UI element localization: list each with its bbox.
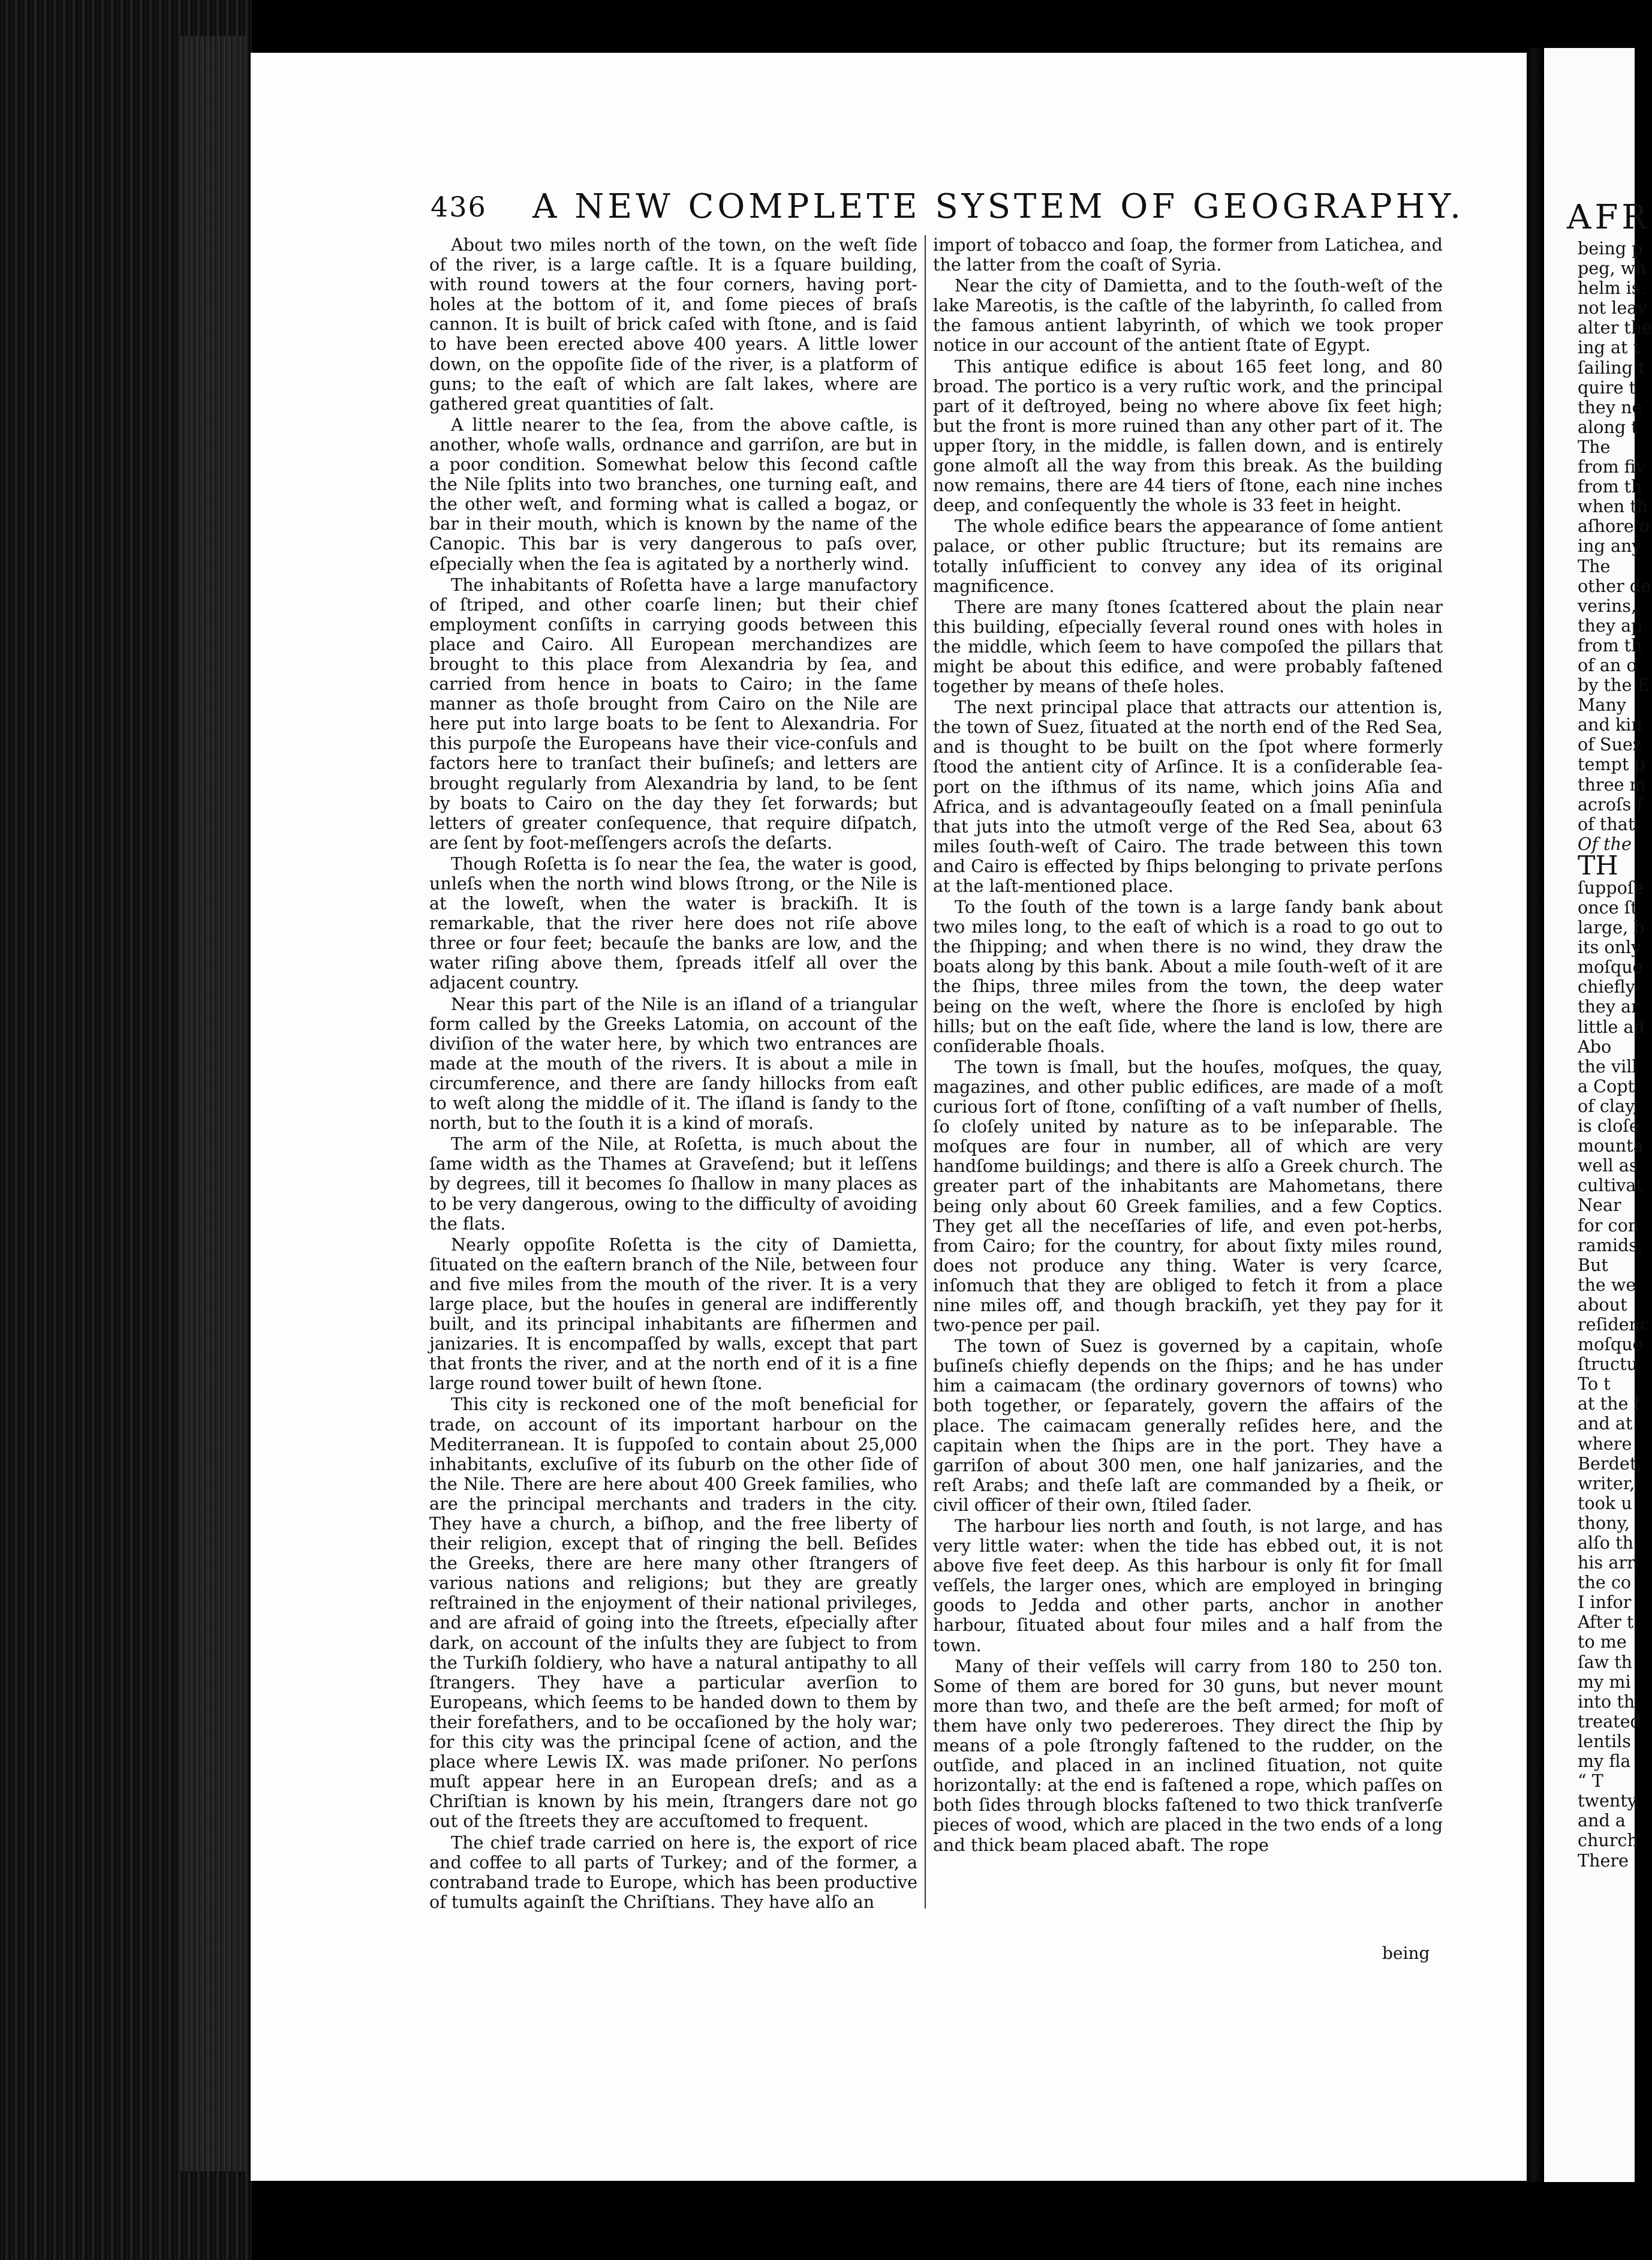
facing-page-line: from fiv bbox=[1578, 456, 1645, 477]
facing-page-line: treated bbox=[1578, 1711, 1641, 1732]
facing-page-line: into th bbox=[1578, 1691, 1635, 1712]
paragraph: This city is reckoned one of the moſt beneficial for trade, on account of its important harbour on the Mediterranean. It is ſuppoſed to contain about 25,000 inhabitants, excluſive of its ſuburb on the other ſide of the Nile. There are here about 400 Greek families, who are the principal merchants and traders in the city. They have a church, a biſhop, and the free liberty of their religion, except that of ringing the bell. Beſides the Greeks, there are here many other ſtrangers of various nations and religions; but they are greatly reſtrained in the enjoyment of their national privileges, and are afraid of going into the ſtreets, eſpecially after dark, on account of the inſults they are ſubject to from the Turkiſh ſoldiery, who have a natural antipathy to all ſtrangers. They have a particular averſion to Europeans, which ſeems to be handed down to them by their forefathers, and to be occaſioned by the holy war; for this city was the principal ſcene of action, and the place where Lewis IX. was made priſoner. No perſons muſt appear here in an European dreſs; and as a Chriſtian is known by his mein, ſtrangers dare not go out of the ſtreets they are accuſtomed to frequent. bbox=[429, 1394, 917, 1832]
paragraph: There are many ſtones ſcattered about the plain near this building, eſpecially ſeveral round ones with holes in the middle, which ſeem to have compoſed the pillars that might be about this edifice, and were probably faſtened together by means of theſe holes. bbox=[933, 596, 1443, 697]
facing-page-line: To t bbox=[1578, 1374, 1611, 1395]
paragraph: The town is ſmall, but the houſes, moſques, the quay, magazines, and other public edifices, are made of a moſt curious ſort of ſtone, conſiſting of a vaſt number of ſhells, ſo cloſely united by nature as to be inſeparable. The moſques are four in number, all of which are very handſome buildings; and there is alſo a Greek church. The greater part of the inhabitants are Mahometans, there being only about 60 Greek families, and a few Coptics. They get all the neceſſaries of life, and even pot-herbs, from Cairo; for the country, for about ſixty miles round, does not produce any thing. Water is very ſcarce, inſomuch that they are obliged to fetch it from a place nine miles off, and though brackiſh, yet they pay for it two-pence per pail. bbox=[933, 1056, 1443, 1336]
facing-page-line: church bbox=[1578, 1830, 1638, 1851]
paragraph: Near this part of the Nile is an iſland of a triangular form called by the Greeks Latomia, on account of the diviſion of the water here, by which two entrances are made at the mouth of the rivers. It is about a mile in circumference, and there are ſandy hillocks from eaſt to weſt along the middle of it. The iſland is ſandy to the north, but to the ſouth it is a kind of moraſs. bbox=[429, 993, 917, 1134]
facing-page-line: I infor bbox=[1578, 1592, 1632, 1613]
facing-page-line: a Copt bbox=[1578, 1075, 1635, 1096]
facing-page-line: the co bbox=[1578, 1572, 1632, 1593]
facing-page-line: ſtructu bbox=[1578, 1354, 1638, 1375]
facing-page-line: large, b bbox=[1578, 917, 1645, 938]
facing-page-line: of clay, bbox=[1578, 1095, 1638, 1116]
facing-page-line: little ad bbox=[1578, 1016, 1645, 1037]
facing-page-line: But bbox=[1578, 1254, 1608, 1275]
page-title: A NEW COMPLETE SYSTEM OF GEOGRAPHY. bbox=[532, 187, 1464, 226]
facing-page-line: cultivat bbox=[1578, 1175, 1643, 1196]
facing-page-line: Of the bbox=[1578, 833, 1632, 854]
paragraph: The next principal place that attracts our attention is, the town of Suez, ſituated at the north end of the Red Sea, and is thought to be built on the ſpot where formerly ſtood the antient city of Arſince. It is a conſiderable ſea-port on the iſthmus of its name, which joins Aſia and Africa, and is advantageouſly ſeated on a ſmall peninſula that juts into the utmoſt verge of the Red Sea, about 63 miles ſouth-weſt of Cairo. The trade between this town and Cairo is effected by ſhips belonging to private perſons at the laſt-mentioned place. bbox=[933, 697, 1443, 896]
facing-page-line: ramids, bbox=[1578, 1234, 1644, 1255]
facing-page-line: Many bbox=[1578, 695, 1626, 716]
facing-page-line: by the E bbox=[1578, 675, 1650, 696]
paragraph: The town of Suez is governed by a capitain, whoſe buſineſs chiefly depends on the ſhips; and he has under him a caimacam (the ordinary governors of towns) who both together, or ſeparately, govern the affairs of the place. The caimacam generally reſides here, and the capitain when the ſhips are in the port. They have a garriſon of about 300 men, one half janizaries, and the reſt Arabs; and theſe laſt are commanded by a ſheik, or civil officer of their own, ſtiled ſader. bbox=[933, 1336, 1443, 1515]
paragraph: To the ſouth of the town is a large ſandy bank about two miles long, to the eaſt of which is a road to go out to the ſhipping; and when there is no wind, they draw the boats along by this bank. About a mile ſouth-weſt of it are the ſhips, three miles from the town, the deep water being on the weſt, where the ſhore is encloſed by high hills; but on the eaſt ſide, where the land is low, there are conſiderable ſhoals. bbox=[933, 897, 1443, 1056]
paragraph: Nearly oppoſite Roſetta is the city of Damietta, ſituated on the eaſtern branch of the Nile, between four and five miles from the mouth of the river. It is a very large place, but the houſes in general are indifferently built, and its principal inhabitants are fiſhermen and janizaries. It is encompaſſed by walls, except that part that fronts the river, and at the north end of it is a fine large round tower built of hewn ſtone. bbox=[429, 1234, 917, 1394]
paragraph: The inhabitants of Roſetta have a large manufactory of ſtriped, and other coarſe linen; but their chief employment conſiſts in carrying goods between this place and Cairo. All European merchandizes are brought to this place from Alexandria by ſea, and carried from hence in boats to Cairo; in the ſame manner as thoſe brought from Cairo on the Nile are here put into large boats to be ſent to Alexandria. For this purpoſe the Europeans have their vice-conſuls and factors here to tranſact their buſineſs; and letters are brought regularly from Alexandria by land, to be ſent by boats to Cairo on the day they ſet forwards; but letters of greater conſequence, that require diſpatch, are ſent by foot-meſſengers acroſs the deſarts. bbox=[429, 574, 917, 853]
facing-page-line: reſidenc bbox=[1578, 1314, 1650, 1335]
paragraph: The whole edifice bears the appearance of ſome antient palace, or other public ſtructure; but its remains are totally inſufficient to convey any idea of its original magnificence. bbox=[933, 516, 1443, 596]
facing-page-line: moſque bbox=[1578, 957, 1643, 978]
facing-page-line: “ T bbox=[1578, 1771, 1603, 1792]
facing-page-line: being p bbox=[1578, 238, 1643, 259]
facing-page-line: my fla bbox=[1578, 1751, 1631, 1772]
facing-page-line: alſo th bbox=[1578, 1532, 1633, 1553]
facing-page-line: where bbox=[1578, 1433, 1632, 1454]
facing-page-line: ſaw th bbox=[1578, 1651, 1633, 1672]
facing-page-line: they ar bbox=[1578, 996, 1639, 1017]
facing-page-line: the vill bbox=[1578, 1056, 1638, 1077]
facing-page-line: from th bbox=[1578, 476, 1642, 497]
facing-page-line: well as bbox=[1578, 1155, 1638, 1176]
facing-page-line: of Suez bbox=[1578, 734, 1642, 755]
facing-page-line: TH bbox=[1578, 850, 1618, 881]
facing-page-line: three m bbox=[1578, 774, 1646, 795]
facing-page-line: The bbox=[1578, 555, 1611, 576]
facing-page-line: is cloſe bbox=[1578, 1116, 1639, 1137]
facing-page-line: twenty bbox=[1578, 1790, 1637, 1811]
facing-page-line: and kin bbox=[1578, 714, 1642, 735]
facing-page-line: tempt p bbox=[1578, 754, 1645, 775]
page-stack-edge bbox=[180, 36, 246, 2171]
facing-page-line: Near bbox=[1578, 1195, 1621, 1216]
facing-page-line: verins, bbox=[1578, 595, 1637, 616]
facing-page-line: alter the bbox=[1578, 317, 1652, 338]
paragraph: Near the city of Damietta, and to the ſouth-weſt of the lake Mareotis, is the caſtle of the labyrinth, ſo called from the famous antient labyrinth, of which we took proper notice in our account of the antient ſtate of Egypt. bbox=[933, 275, 1443, 356]
facing-page-line: lentils bbox=[1578, 1730, 1631, 1751]
running-head bbox=[431, 187, 1464, 227]
facing-page-line: thony, bbox=[1578, 1512, 1630, 1533]
paragraph: About two miles north of the town, on the weſt ſide of the river, is a large caſtle. It is a ſquare building, with round towers at the four corners, having port-holes at the bottom of it, and ſome pieces of braſs cannon. It is built of brick caſed with ſtone, and is ſaid to have been erected above 400 years. A little lower down, on the oppoſite ſide of the river, is a platform of guns; to the eaſt of which are ſalt lakes, where are gathered great quantities of ſalt. bbox=[429, 235, 917, 414]
facing-page-running-head: AFR bbox=[1567, 198, 1651, 237]
facing-page-line: writer, bbox=[1578, 1472, 1635, 1493]
facing-page-line: along t bbox=[1578, 416, 1638, 437]
page-gutter bbox=[1527, 48, 1544, 2182]
facing-page-line: his arr bbox=[1578, 1552, 1635, 1573]
right-text-column bbox=[933, 235, 1443, 1855]
facing-page-line: The bbox=[1578, 436, 1611, 457]
facing-page-line: chiefly bbox=[1578, 976, 1635, 997]
facing-page-line: There bbox=[1578, 1850, 1629, 1871]
facing-page-lines bbox=[1578, 239, 1652, 1871]
facing-page-line: from th bbox=[1578, 635, 1642, 656]
facing-page-line: to me bbox=[1578, 1631, 1627, 1652]
facing-page-line: took u bbox=[1578, 1492, 1632, 1513]
facing-page-line: about bbox=[1578, 1294, 1627, 1315]
left-text-column bbox=[429, 235, 917, 1912]
facing-page-line: other de bbox=[1578, 575, 1651, 596]
facing-page-line: quire t bbox=[1578, 377, 1636, 398]
facing-page-line: not leav bbox=[1578, 297, 1647, 318]
facing-page-line: mounta bbox=[1578, 1135, 1644, 1156]
paragraph: A little nearer to the ſea, from the above caſtle, is another, whoſe walls, ordnance and garriſon, are but in a poor condition. Somewhat below this ſecond caſtle the Nile ſplits into two branches, one turning eaſt, and the other weſt, and forming what is called a bogaz, or bar in their mouth, which is known by the name of the Canopic. This bar is very dangerous to paſs over, eſpecially when the ſea is agitated by a northerly wind. bbox=[429, 414, 917, 574]
facing-page-line: at the f bbox=[1578, 1393, 1641, 1414]
paragraph: Many of their veſſels will carry from 180 to 250 ton. Some of them are bored for 30 guns, but never mount more than two, and theſe are the beſt armed; for moſt of them have only two pedereroes. They direct the ſhip by means of a pole ſtrongly faſtened to the rudder, on the outſide, and placed in an inclined ſituation, not quite horizontally: at the end is faſtened a rope, which paſſes on both ſides through blocks faſtened to two thick tranſverſe pieces of wood, which are placed in the two ends of a long and thick beam placed abaft. The rope bbox=[933, 1655, 1443, 1855]
facing-page-line: and a bbox=[1578, 1810, 1626, 1831]
facing-page-line: when th bbox=[1578, 496, 1648, 517]
facing-page-line: the we bbox=[1578, 1274, 1636, 1295]
facing-page-line: they ne bbox=[1578, 396, 1642, 417]
paragraph: The chief trade carried on here is, the export of rice and coffee to all parts of Turkey; and of the former, a contraband trade to Europe, which has been productive of tumults againſt the Chriſtians. They have alſo an bbox=[429, 1832, 917, 1912]
facing-page-line: Berdet, bbox=[1578, 1453, 1642, 1474]
facing-page-line: for con bbox=[1578, 1215, 1639, 1236]
facing-page-line: ſuppoſe bbox=[1578, 877, 1644, 898]
facing-page-line: Abo bbox=[1578, 1036, 1612, 1057]
facing-page-line: peg, wh bbox=[1578, 258, 1647, 279]
facing-page-line: of an o bbox=[1578, 654, 1637, 675]
facing-page-line: ing at t bbox=[1578, 337, 1641, 358]
facing-page-line: they ap bbox=[1578, 615, 1642, 636]
facing-page-line: of that bbox=[1578, 813, 1635, 834]
facing-page-line: aſhore o bbox=[1578, 516, 1650, 537]
paragraph: The arm of the Nile, at Roſetta, is much about the ſame width as the Thames at Graveſend; but it leſſens by degrees, till it becomes ſo ſhallow in many places as to be very dangerous, owing to the difficulty of avoiding the flats. bbox=[429, 1134, 917, 1234]
paragraph: import of tobacco and ſoap, the former from Latichea, and the latter from the coaſt of Syria. bbox=[933, 235, 1443, 275]
facing-page-line: helm is. bbox=[1578, 278, 1646, 299]
facing-page-line: and at bbox=[1578, 1413, 1633, 1434]
paragraph: This antique edifice is about 165 feet long, and 80 broad. The portico is a very ruſtic work, and the principal part of it deſtroyed, being no where above ſix feet high; but the front is more ruined than any other part of it. The upper ſtory, in the middle, is fallen down, and is entirely gone almoſt all the way from this break. As the building now remains, there are 44 tiers of ſtone, each nine inches deep, and conſequently the whole is 33 feet in height. bbox=[933, 356, 1443, 516]
facing-page-line: ſailing t bbox=[1578, 357, 1645, 378]
facing-page-line: once ſt bbox=[1578, 897, 1638, 918]
paragraph: The harbour lies north and ſouth, is not large, and has very little water: when the tide has ebbed out, it is not above five feet deep. As this harbour is only fit for ſmall veſſels, the larger ones, which are employed in bringing goods to Jedda and other parts, anchor in another harbour, ſituated about four miles and a half from the town. bbox=[933, 1516, 1443, 1655]
facing-page-line: After t bbox=[1578, 1612, 1634, 1633]
facing-page-line: my mi bbox=[1578, 1671, 1631, 1692]
facing-page-fragment bbox=[1544, 48, 1652, 2182]
page-number: 436 bbox=[431, 191, 487, 223]
facing-page-line: acroſs f bbox=[1578, 794, 1643, 815]
facing-page-line: its only bbox=[1578, 937, 1641, 958]
column-rule bbox=[925, 235, 926, 1909]
paragraph: Though Roſetta is ſo near the ſea, the water is good, unleſs when the north wind blows ſtrong, or the Nile is at the loweſt, when the water is brackiſh. It is remarkable, that the river here does not riſe above three or four feet; becauſe the banks are low, and the water riſing above them, ſpreads itſelf all over the adjacent country. bbox=[429, 853, 917, 993]
facing-page-line: moſque bbox=[1578, 1334, 1643, 1355]
facing-page-line: ing any bbox=[1578, 536, 1642, 557]
catchword: being bbox=[1382, 1943, 1430, 1963]
